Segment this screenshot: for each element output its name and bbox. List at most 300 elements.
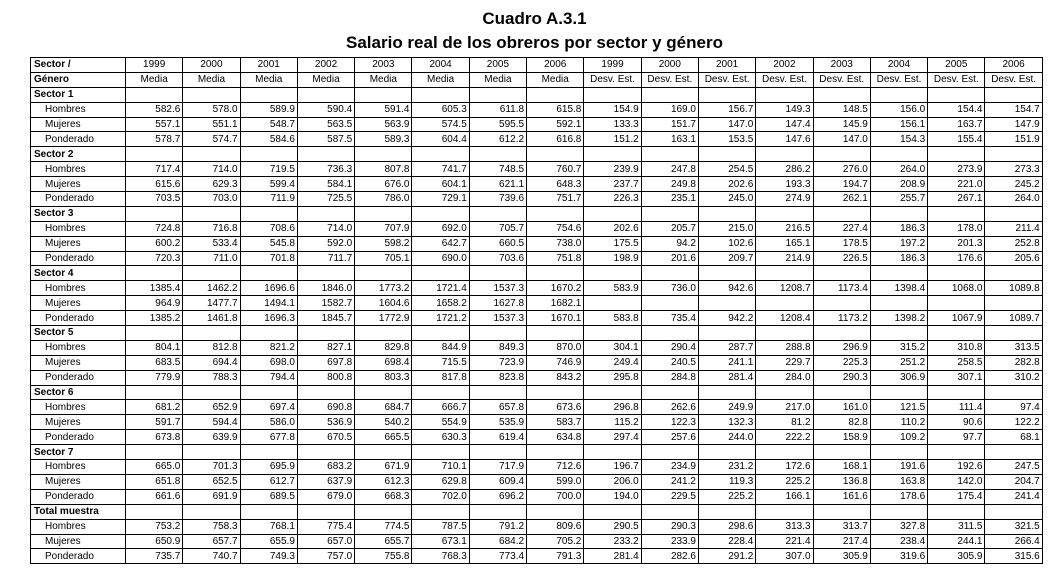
empty-cell (297, 87, 354, 102)
value-cell: 1670.2 (527, 281, 584, 296)
empty-cell (355, 445, 412, 460)
value-cell: 191.6 (870, 460, 927, 475)
value-cell: 1658.2 (412, 296, 469, 311)
value-cell: 1604.6 (355, 296, 412, 311)
value-cell: 661.6 (126, 489, 183, 504)
value-cell: 1721.2 (412, 311, 469, 326)
empty-cell (469, 266, 526, 281)
value-cell: 196.7 (584, 460, 641, 475)
value-cell: 754.6 (527, 221, 584, 236)
empty-cell (183, 147, 240, 162)
value-cell: 198.9 (584, 251, 641, 266)
value-cell: 695.9 (240, 460, 297, 475)
value-cell: 258.5 (928, 355, 985, 370)
value-cell: 634.8 (527, 430, 584, 445)
section-label: Sector 3 (31, 206, 126, 221)
value-cell: 122.3 (641, 415, 698, 430)
value-cell: 238.4 (870, 534, 927, 549)
value-cell: 310.8 (928, 340, 985, 355)
empty-cell (985, 87, 1042, 102)
empty-cell (756, 326, 813, 341)
value-cell: 719.5 (240, 162, 297, 177)
value-cell: 655.9 (240, 534, 297, 549)
empty-cell (928, 504, 985, 519)
value-cell: 660.5 (469, 236, 526, 251)
value-cell: 736.0 (641, 281, 698, 296)
value-cell: 168.1 (813, 460, 870, 475)
empty-cell (756, 504, 813, 519)
table-row (31, 236, 1043, 251)
empty-cell (469, 385, 526, 400)
value-cell: 209.7 (698, 251, 755, 266)
empty-cell (469, 206, 526, 221)
value-cell: 290.4 (641, 340, 698, 355)
value-cell: 310.2 (985, 370, 1042, 385)
value-cell: 305.9 (813, 549, 870, 564)
measure-header: Media (126, 72, 183, 87)
value-cell: 166.1 (756, 489, 813, 504)
value-cell: 109.2 (870, 430, 927, 445)
value-cell: 215.0 (698, 221, 755, 236)
empty-cell (240, 206, 297, 221)
value-cell: 751.8 (527, 251, 584, 266)
value-cell: 786.0 (355, 192, 412, 207)
empty-cell (527, 504, 584, 519)
value-cell: 307.0 (756, 549, 813, 564)
empty-cell (183, 445, 240, 460)
value-cell: 615.6 (126, 177, 183, 192)
year-header: 2000 (641, 58, 698, 73)
section-label: Total muestra (31, 504, 126, 519)
empty-cell (813, 385, 870, 400)
value-cell: 274.9 (756, 192, 813, 207)
value-cell: 599.0 (527, 474, 584, 489)
value-cell: 229.7 (756, 355, 813, 370)
value-cell: 691.9 (183, 489, 240, 504)
value-cell: 655.7 (355, 534, 412, 549)
value-cell: 676.0 (355, 177, 412, 192)
value-cell: 629.8 (412, 474, 469, 489)
value-cell: 665.5 (355, 430, 412, 445)
value-cell: 142.0 (928, 474, 985, 489)
value-cell: 639.9 (183, 430, 240, 445)
value-cell: 147.0 (813, 132, 870, 147)
value-cell: 296.9 (813, 340, 870, 355)
value-cell: 1670.1 (527, 311, 584, 326)
value-cell: 666.7 (412, 400, 469, 415)
value-cell: 584.1 (297, 177, 354, 192)
empty-cell (527, 326, 584, 341)
value-cell: 186.3 (870, 221, 927, 236)
row-label: Hombres (31, 281, 126, 296)
value-cell: 206.0 (584, 474, 641, 489)
value-cell: 307.1 (928, 370, 985, 385)
empty-cell (985, 266, 1042, 281)
empty-cell (355, 326, 412, 341)
table-title: Cuadro A.3.1 (482, 9, 587, 28)
table-subtitle: Salario real de los obreros por sector y género (346, 33, 723, 52)
value-cell: 1696.6 (240, 281, 297, 296)
value-cell: 288.8 (756, 340, 813, 355)
value-cell: 821.2 (240, 340, 297, 355)
value-cell: 216.5 (756, 221, 813, 236)
value-cell: 725.5 (297, 192, 354, 207)
empty-cell (126, 445, 183, 460)
value-cell: 684.7 (355, 400, 412, 415)
value-cell: 226.3 (584, 192, 641, 207)
value-cell: 642.7 (412, 236, 469, 251)
value-cell: 273.3 (985, 162, 1042, 177)
empty-cell (183, 206, 240, 221)
empty-cell (641, 326, 698, 341)
year-header: 2006 (985, 58, 1042, 73)
table-row (31, 370, 1043, 385)
table-row (31, 355, 1043, 370)
empty-cell (985, 385, 1042, 400)
value-cell: 657.8 (469, 400, 526, 415)
value-cell: 736.3 (297, 162, 354, 177)
table-row (31, 162, 1043, 177)
value-cell: 156.1 (870, 117, 927, 132)
value-cell: 594.4 (183, 415, 240, 430)
empty-cell (584, 445, 641, 460)
value-cell: 136.8 (813, 474, 870, 489)
table-row (31, 489, 1043, 504)
header-row-measures (31, 72, 1043, 87)
value-cell: 584.6 (240, 132, 297, 147)
value-cell: 1089.8 (985, 281, 1042, 296)
section-row (31, 504, 1043, 519)
value-cell: 148.5 (813, 102, 870, 117)
table-row (31, 474, 1043, 489)
empty-cell (928, 147, 985, 162)
value-cell: 233.9 (641, 534, 698, 549)
section-row (31, 87, 1043, 102)
value-cell: 161.0 (813, 400, 870, 415)
value-cell: 690.0 (412, 251, 469, 266)
value-cell: 548.7 (240, 117, 297, 132)
measure-header: Desv. Est. (813, 72, 870, 87)
value-cell: 194.0 (584, 489, 641, 504)
value-cell: 697.4 (240, 400, 297, 415)
empty-cell (870, 504, 927, 519)
value-cell: 147.6 (756, 132, 813, 147)
value-cell: 746.9 (527, 355, 584, 370)
value-cell: 311.5 (928, 519, 985, 534)
row-label: Mujeres (31, 534, 126, 549)
value-cell: 1477.7 (183, 296, 240, 311)
value-cell: 205.7 (641, 221, 698, 236)
row-label: Hombres (31, 221, 126, 236)
year-header: 1999 (584, 58, 641, 73)
value-cell: 758.3 (183, 519, 240, 534)
value-cell: 735.7 (126, 549, 183, 564)
measure-header: Media (412, 72, 469, 87)
value-cell: 589.9 (240, 102, 297, 117)
value-cell: 791.3 (527, 549, 584, 564)
value-cell: 651.8 (126, 474, 183, 489)
value-cell: 673.6 (527, 400, 584, 415)
value-cell: 165.1 (756, 236, 813, 251)
measure-header: Desv. Est. (928, 72, 985, 87)
value-cell: 327.8 (870, 519, 927, 534)
empty-cell (813, 326, 870, 341)
value-cell: 313.3 (756, 519, 813, 534)
value-cell: 255.7 (870, 192, 927, 207)
empty-cell (584, 504, 641, 519)
empty-cell (297, 445, 354, 460)
value-cell: 621.1 (469, 177, 526, 192)
value-cell: 147.4 (756, 117, 813, 132)
empty-cell (641, 206, 698, 221)
value-cell: 692.0 (412, 221, 469, 236)
empty-cell (469, 326, 526, 341)
value-cell: 158.9 (813, 430, 870, 445)
value-cell: 684.2 (469, 534, 526, 549)
value-cell: 583.9 (584, 281, 641, 296)
value-cell: 540.2 (355, 415, 412, 430)
value-cell: 282.8 (985, 355, 1042, 370)
table-row (31, 251, 1043, 266)
table-row (31, 534, 1043, 549)
empty-cell (469, 445, 526, 460)
value-cell: 178.5 (813, 236, 870, 251)
value-cell: 178.6 (870, 489, 927, 504)
empty-cell (297, 385, 354, 400)
value-cell: 154.7 (985, 102, 1042, 117)
value-cell: 823.8 (469, 370, 526, 385)
value-cell: 612.2 (469, 132, 526, 147)
value-cell: 689.5 (240, 489, 297, 504)
value-cell: 1398.4 (870, 281, 927, 296)
section-label: Sector 7 (31, 445, 126, 460)
value-cell: 115.2 (584, 415, 641, 430)
value-cell: 787.5 (412, 519, 469, 534)
value-cell: 1173.4 (813, 281, 870, 296)
empty-cell (240, 445, 297, 460)
section-row (31, 147, 1043, 162)
measure-header: Desv. Est. (756, 72, 813, 87)
empty-cell (641, 504, 698, 519)
empty-cell (355, 385, 412, 400)
empty-cell (756, 206, 813, 221)
empty-cell (412, 504, 469, 519)
row-label: Hombres (31, 102, 126, 117)
section-label: Sector 2 (31, 147, 126, 162)
empty-cell (698, 385, 755, 400)
value-cell: 791.2 (469, 519, 526, 534)
value-cell: 249.9 (698, 400, 755, 415)
value-cell: 176.6 (928, 251, 985, 266)
empty-cell (870, 266, 927, 281)
value-cell: 247.5 (985, 460, 1042, 475)
empty-cell (412, 445, 469, 460)
value-cell: 657.7 (183, 534, 240, 549)
empty-cell (126, 326, 183, 341)
value-cell: 583.8 (584, 311, 641, 326)
value-cell: 773.4 (469, 549, 526, 564)
value-cell: 217.4 (813, 534, 870, 549)
value-cell: 204.7 (985, 474, 1042, 489)
value-cell: 221.4 (756, 534, 813, 549)
value-cell: 710.1 (412, 460, 469, 475)
empty-cell (240, 385, 297, 400)
empty-cell (756, 147, 813, 162)
empty-cell (469, 87, 526, 102)
empty-cell (240, 87, 297, 102)
value-cell: 241.4 (985, 489, 1042, 504)
value-cell: 145.9 (813, 117, 870, 132)
corner-header-bottom: Género (31, 72, 126, 87)
value-cell: 264.0 (985, 192, 1042, 207)
value-cell: 612.3 (355, 474, 412, 489)
value-cell: 151.7 (641, 117, 698, 132)
value-cell: 683.2 (297, 460, 354, 475)
empty-cell (355, 206, 412, 221)
value-cell: 630.3 (412, 430, 469, 445)
empty-cell (584, 147, 641, 162)
value-cell: 82.8 (813, 415, 870, 430)
value-cell: 81.2 (756, 415, 813, 430)
value-cell: 154.9 (584, 102, 641, 117)
measure-header: Desv. Est. (985, 72, 1042, 87)
value-cell: 582.6 (126, 102, 183, 117)
empty-cell (355, 504, 412, 519)
empty-cell (355, 147, 412, 162)
value-cell: 228.4 (698, 534, 755, 549)
value-cell: 827.1 (297, 340, 354, 355)
empty-cell (126, 266, 183, 281)
value-cell: 276.0 (813, 162, 870, 177)
value-cell: 657.0 (297, 534, 354, 549)
row-label: Hombres (31, 519, 126, 534)
value-cell: 295.8 (584, 370, 641, 385)
value-cell: 591.4 (355, 102, 412, 117)
empty-cell (641, 147, 698, 162)
value-cell: 97.7 (928, 430, 985, 445)
empty-cell (584, 326, 641, 341)
value-cell: 178.0 (928, 221, 985, 236)
table-row (31, 192, 1043, 207)
year-header: 2001 (240, 58, 297, 73)
value-cell: 870.0 (527, 340, 584, 355)
value-cell: 241.2 (641, 474, 698, 489)
value-cell: 264.0 (870, 162, 927, 177)
value-cell: 267.1 (928, 192, 985, 207)
section-label: Sector 6 (31, 385, 126, 400)
value-cell: 711.9 (240, 192, 297, 207)
year-header: 2000 (183, 58, 240, 73)
value-cell: 245.0 (698, 192, 755, 207)
empty-cell (928, 266, 985, 281)
value-cell: 1398.2 (870, 311, 927, 326)
empty-cell (813, 87, 870, 102)
value-cell: 68.1 (985, 430, 1042, 445)
value-cell: 147.9 (985, 117, 1042, 132)
value-cell: 163.8 (870, 474, 927, 489)
value-cell: 217.0 (756, 400, 813, 415)
value-cell: 284.0 (756, 370, 813, 385)
value-cell: 698.4 (355, 355, 412, 370)
table-row (31, 430, 1043, 445)
year-header: 2005 (928, 58, 985, 73)
value-cell: 578.0 (183, 102, 240, 117)
empty-cell (240, 147, 297, 162)
empty-cell (698, 326, 755, 341)
value-cell: 197.2 (870, 236, 927, 251)
row-label: Mujeres (31, 177, 126, 192)
value-cell: 249.4 (584, 355, 641, 370)
row-label: Ponderado (31, 311, 126, 326)
empty-cell (297, 326, 354, 341)
value-cell: 942.6 (698, 281, 755, 296)
row-label: Mujeres (31, 355, 126, 370)
value-cell: 637.9 (297, 474, 354, 489)
value-cell: 211.4 (985, 221, 1042, 236)
table-row (31, 281, 1043, 296)
value-cell: 102.6 (698, 236, 755, 251)
value-cell: 1682.1 (527, 296, 584, 311)
value-cell: 717.9 (469, 460, 526, 475)
value-cell: 768.3 (412, 549, 469, 564)
year-header: 2002 (297, 58, 354, 73)
row-label: Ponderado (31, 370, 126, 385)
value-cell: 671.9 (355, 460, 412, 475)
value-cell: 194.7 (813, 177, 870, 192)
empty-cell (698, 87, 755, 102)
value-cell: 205.6 (985, 251, 1042, 266)
measure-header: Desv. Est. (698, 72, 755, 87)
value-cell: 598.2 (355, 236, 412, 251)
value-cell: 214.9 (756, 251, 813, 266)
value-cell: 244.0 (698, 430, 755, 445)
table-row (31, 311, 1043, 326)
value-cell: 648.3 (527, 177, 584, 192)
value-cell: 169.0 (641, 102, 698, 117)
value-cell: 245.2 (985, 177, 1042, 192)
value-cell: 817.8 (412, 370, 469, 385)
empty-cell (813, 266, 870, 281)
value-cell: 665.0 (126, 460, 183, 475)
value-cell: 749.3 (240, 549, 297, 564)
value-cell: 652.9 (183, 400, 240, 415)
row-label: Ponderado (31, 132, 126, 147)
row-label: Hombres (31, 460, 126, 475)
value-cell: 592.1 (527, 117, 584, 132)
value-cell: 257.6 (641, 430, 698, 445)
value-cell: 677.8 (240, 430, 297, 445)
empty-cell (412, 87, 469, 102)
empty-cell (698, 266, 755, 281)
value-cell: 668.3 (355, 489, 412, 504)
value-cell: 711.0 (183, 251, 240, 266)
empty-cell (412, 385, 469, 400)
value-cell: 286.2 (756, 162, 813, 177)
value-cell: 1067.9 (928, 311, 985, 326)
value-cell: 110.2 (870, 415, 927, 430)
value-cell: 779.9 (126, 370, 183, 385)
value-cell: 586.0 (240, 415, 297, 430)
empty-cell (870, 385, 927, 400)
value-cell: 1537.3 (469, 281, 526, 296)
value-cell: 711.7 (297, 251, 354, 266)
value-cell: 132.3 (698, 415, 755, 430)
value-cell: 297.4 (584, 430, 641, 445)
row-label: Hombres (31, 162, 126, 177)
value-cell: 619.4 (469, 430, 526, 445)
value-cell: 740.7 (183, 549, 240, 564)
year-header: 2004 (412, 58, 469, 73)
